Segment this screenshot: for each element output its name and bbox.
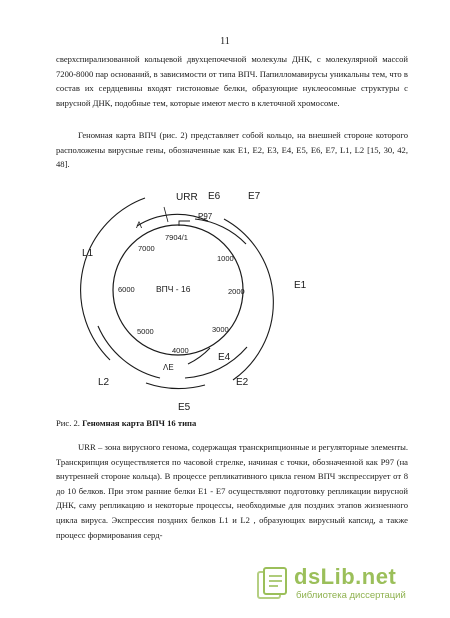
gene-arc-e5	[146, 383, 205, 389]
paragraph-urr: URR – зона вирусного генома, содержащая транскрипционные и регуляторные элементы. Транскрипция осуществляется по часовой стрелке, начиная с точки, обозначенной как P97 (на внутренней стороне кольца). В процессе репликативного цикла геном ВПЧ экспрессирует от 8 до 10 белков. При этом ранние белки E1 - E7 осуществляют подготовку репликации вирусной ДНК, саму репликацию и некоторые процессы, необходимые для поздних этапов жизненного цикла вируса. Экспрессия поздних белков L1 и L2 , образующих вирусный капсид, а также процесс формирования серд-	[56, 442, 408, 540]
genome-center-label: ВПЧ - 16	[156, 284, 191, 294]
tick-label-6000: 6000	[118, 285, 135, 294]
caption-title: Геномная карта ВПЧ 16 типа	[82, 418, 197, 428]
tick-label-5000: 5000	[137, 327, 154, 336]
tick-label-1000: 1000	[217, 254, 234, 263]
gene-label-e4: E4	[218, 352, 231, 363]
tick-label-3000: 3000	[212, 325, 229, 334]
gene-label-e1: E1	[294, 280, 307, 291]
gene-label-e6: E6	[208, 191, 221, 202]
page-number: 11	[220, 36, 230, 47]
gene-label-e5: E5	[178, 402, 191, 413]
gene-label-e2: E2	[236, 377, 249, 388]
paragraph-genome-map: Геномная карта ВПЧ (рис. 2) представляет собой кольцо, на внешней стороне которого расположены вирусные гены, обозначенные как E1, E2, E3, E4, E5, E6, E7, L1, L2 [15, 30, 42, 48].	[56, 130, 408, 170]
tick-label-4000: 4000	[172, 346, 189, 355]
paragraph-dna-structure: сверхспирализованной кольцевой двухцепочечной молекулы ДНК, с молекулярной массой 7200-8000 пар оснований, в зависимости от типа ВПЧ. Папилломавирусы уникальны тем, что в состав их сердцевины входят гистоновые белки, образующие нуклеосомные структуры с вирусной ДНК, подобные тем, которые имеют место в клеточной хромосоме.	[56, 54, 408, 108]
urr-label: URR	[176, 192, 198, 203]
gene-label-l2: L2	[98, 377, 110, 388]
dslib-watermark	[256, 564, 436, 604]
gene-label-e7: E7	[248, 191, 261, 202]
dslib-subtitle: библиотека диссертаций	[296, 590, 406, 601]
lambda-bottom-label: ΛE	[163, 363, 174, 372]
tick-label-2000: 2000	[228, 287, 245, 296]
tick-label-7000: 7000	[138, 244, 155, 253]
caption-prefix: Рис. 2.	[56, 418, 83, 428]
dslib-logo-text: dsLib.net	[294, 564, 397, 589]
tick-label-origin: 7904/1	[165, 233, 188, 242]
gene-arc-e1	[224, 219, 273, 380]
promoter-label: P97	[198, 212, 213, 221]
dslib-logo-icon	[256, 566, 290, 600]
lambda-top-label: Λ	[136, 220, 143, 230]
figure-caption	[56, 418, 196, 428]
gene-arc-e4	[188, 348, 210, 364]
gene-arc-e2	[185, 347, 247, 378]
gene-label-l1: L1	[82, 248, 94, 259]
